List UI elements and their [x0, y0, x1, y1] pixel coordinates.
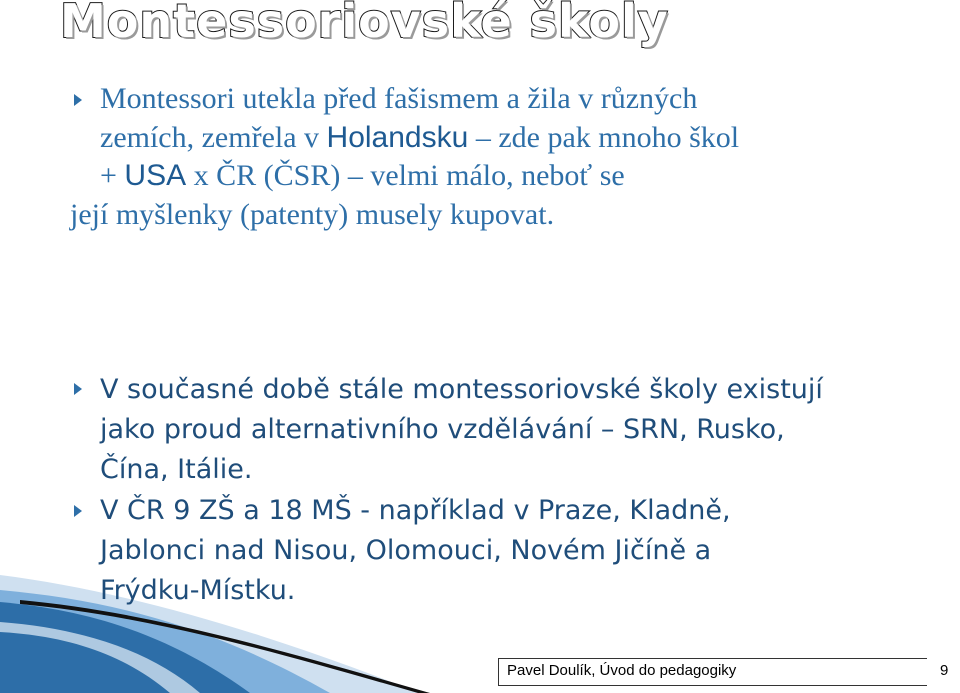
- bullet-1-line: [100, 157, 739, 196]
- bullet-3-line: Frýdku-Místku.: [100, 575, 296, 606]
- text-segment: – zde pak mnoho škol: [468, 120, 740, 154]
- bullet-2-line: Čína, Itálie.: [100, 454, 253, 485]
- bullet-3-text: [100, 491, 731, 611]
- bullet-arrow-icon: [73, 505, 83, 517]
- footer-page-number: 9: [940, 662, 949, 679]
- emphasized-word: USA: [124, 159, 187, 192]
- bullet-1-line: [100, 80, 739, 119]
- footer-author-title: Pavel Doulík, Úvod do pedagogiky: [507, 662, 737, 679]
- text-segment: x ČR (ČSR) – velmi málo, neboť se: [186, 159, 625, 192]
- bullet-1-line: [70, 196, 739, 235]
- bullet-3-line: Jablonci nad Nisou, Olomouci, Novém Jičíně a: [100, 535, 712, 566]
- bullet-arrow-icon: [73, 94, 83, 106]
- bullet-arrow-icon: [73, 383, 83, 395]
- text-segment: Montessori utekla před fašismem a žila v různých: [100, 82, 698, 115]
- slide-title: Montessoriovské školy: [60, 0, 669, 48]
- emphasized-word: Holandsku: [326, 120, 469, 154]
- bullet-3-line: V ČR 9 ZŠ a 18 MŠ - například v Praze, Kladně,: [100, 495, 731, 526]
- bullet-1-text: [70, 80, 740, 234]
- text-segment: +: [100, 159, 125, 192]
- text-segment: její myšlenky (patenty) musely kupovat.: [70, 197, 555, 231]
- bullet-1-line: [100, 119, 739, 158]
- text-segment: zemích, zemřela v: [100, 120, 327, 154]
- bullet-2-text: [100, 370, 823, 490]
- bullet-2-line: jako proud alternativního vzdělávání – SRN, Rusko,: [100, 414, 785, 445]
- bullet-2-line: V současné době stále montessoriovské školy existují: [100, 374, 823, 405]
